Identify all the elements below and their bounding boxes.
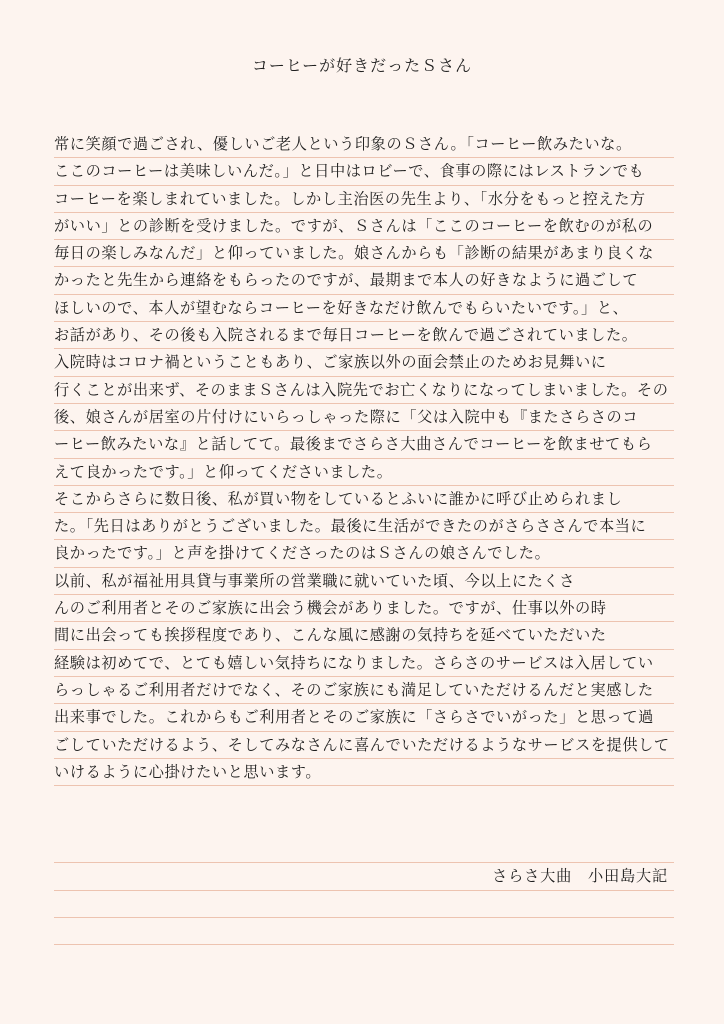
text-line: コーヒーを楽しまれていました。しかし主治医の先生より、「水分をもっと控えた方 [54, 186, 674, 213]
text-line: 以前、私が福祉用具貸与事業所の営業職に就いていた頃、今以上にたくさ [54, 568, 674, 595]
text-line: がいい」との診断を受けました。ですが、Ｓさんは「ここのコーヒーを飲むのが私の [54, 213, 674, 240]
blank-rule-line [54, 891, 674, 918]
signature: さらさ大曲 小田島大記 [54, 863, 674, 890]
text-line: かったと先生から連絡をもらったのですが、最期まで本人の好きなように過ごして [54, 267, 674, 294]
text-line: 経験は初めてで、とても嬉しい気持ちになりました。さらさのサービスは入居してい [54, 650, 674, 677]
text-line: ここのコーヒーは美味しいんだ。」と日中はロビーで、食事の際にはレストランでも [54, 158, 674, 185]
text-line: 行くことが出来ず、そのままＳさんは入院先でお亡くなりになってしまいました。その [54, 377, 674, 404]
text-line: 後、娘さんが居室の片付けにいらっしゃった際に「父は入院中も『またさらさのコ [54, 404, 674, 431]
text-line: いけるように心掛けたいと思います。 [54, 759, 674, 786]
signature-area [54, 836, 674, 945]
body-text [54, 131, 674, 786]
page-title: コーヒーが好きだったＳさん [251, 56, 473, 75]
blank-rule-line [54, 918, 674, 945]
text-line: 良かったです。」と声を掛けてくださったのはＳさんの娘さんでした。 [54, 540, 674, 567]
text-line: た。「先日はありがとうございました。最後に生活ができたのがさらささんで本当に [54, 513, 674, 540]
text-line: 出来事でした。これからもご利用者とそのご家族に「さらさでいがった」と思って過 [54, 704, 674, 731]
text-line: 入院時はコロナ禍ということもあり、ご家族以外の面会禁止のためお見舞いに [54, 349, 674, 376]
text-line: ほしいので、本人が望むならコーヒーを好きなだけ飲んでもらいたいです。」と、 [54, 295, 674, 322]
text-line: 毎日の楽しみなんだ」と仰っていました。娘さんからも「診断の結果があまり良くな [54, 240, 674, 267]
text-line: ごしていただけるよう、そしてみなさんに喜んでいただけるようなサービスを提供して [54, 732, 674, 759]
blank-rule-line [54, 836, 674, 863]
text-line: お話があり、その後も入院されるまで毎日コーヒーを飲んで過ごされていました。 [54, 322, 674, 349]
text-line: そこからさらに数日後、私が買い物をしているとふいに誰かに呼び止められまし [54, 486, 674, 513]
text-line: えて良かったです。」と仰ってくださいました。 [54, 459, 674, 486]
text-line: ーヒー飲みたいな』と話してて。最後までさらさ大曲さんでコーヒーを飲ませてもら [54, 431, 674, 458]
text-line: らっしゃるご利用者だけでなく、そのご家族にも満足していただけるんだと実感した [54, 677, 674, 704]
text-line: 常に笑顔で過ごされ、優しいご老人という印象のＳさん。「コーヒー飲みたいな。 [54, 131, 674, 158]
text-line: 間に出会っても挨拶程度であり、こんな風に感謝の気持ちを延べていただいた [54, 622, 674, 649]
text-line: んのご利用者とそのご家族に出会う機会がありました。ですが、仕事以外の時 [54, 595, 674, 622]
